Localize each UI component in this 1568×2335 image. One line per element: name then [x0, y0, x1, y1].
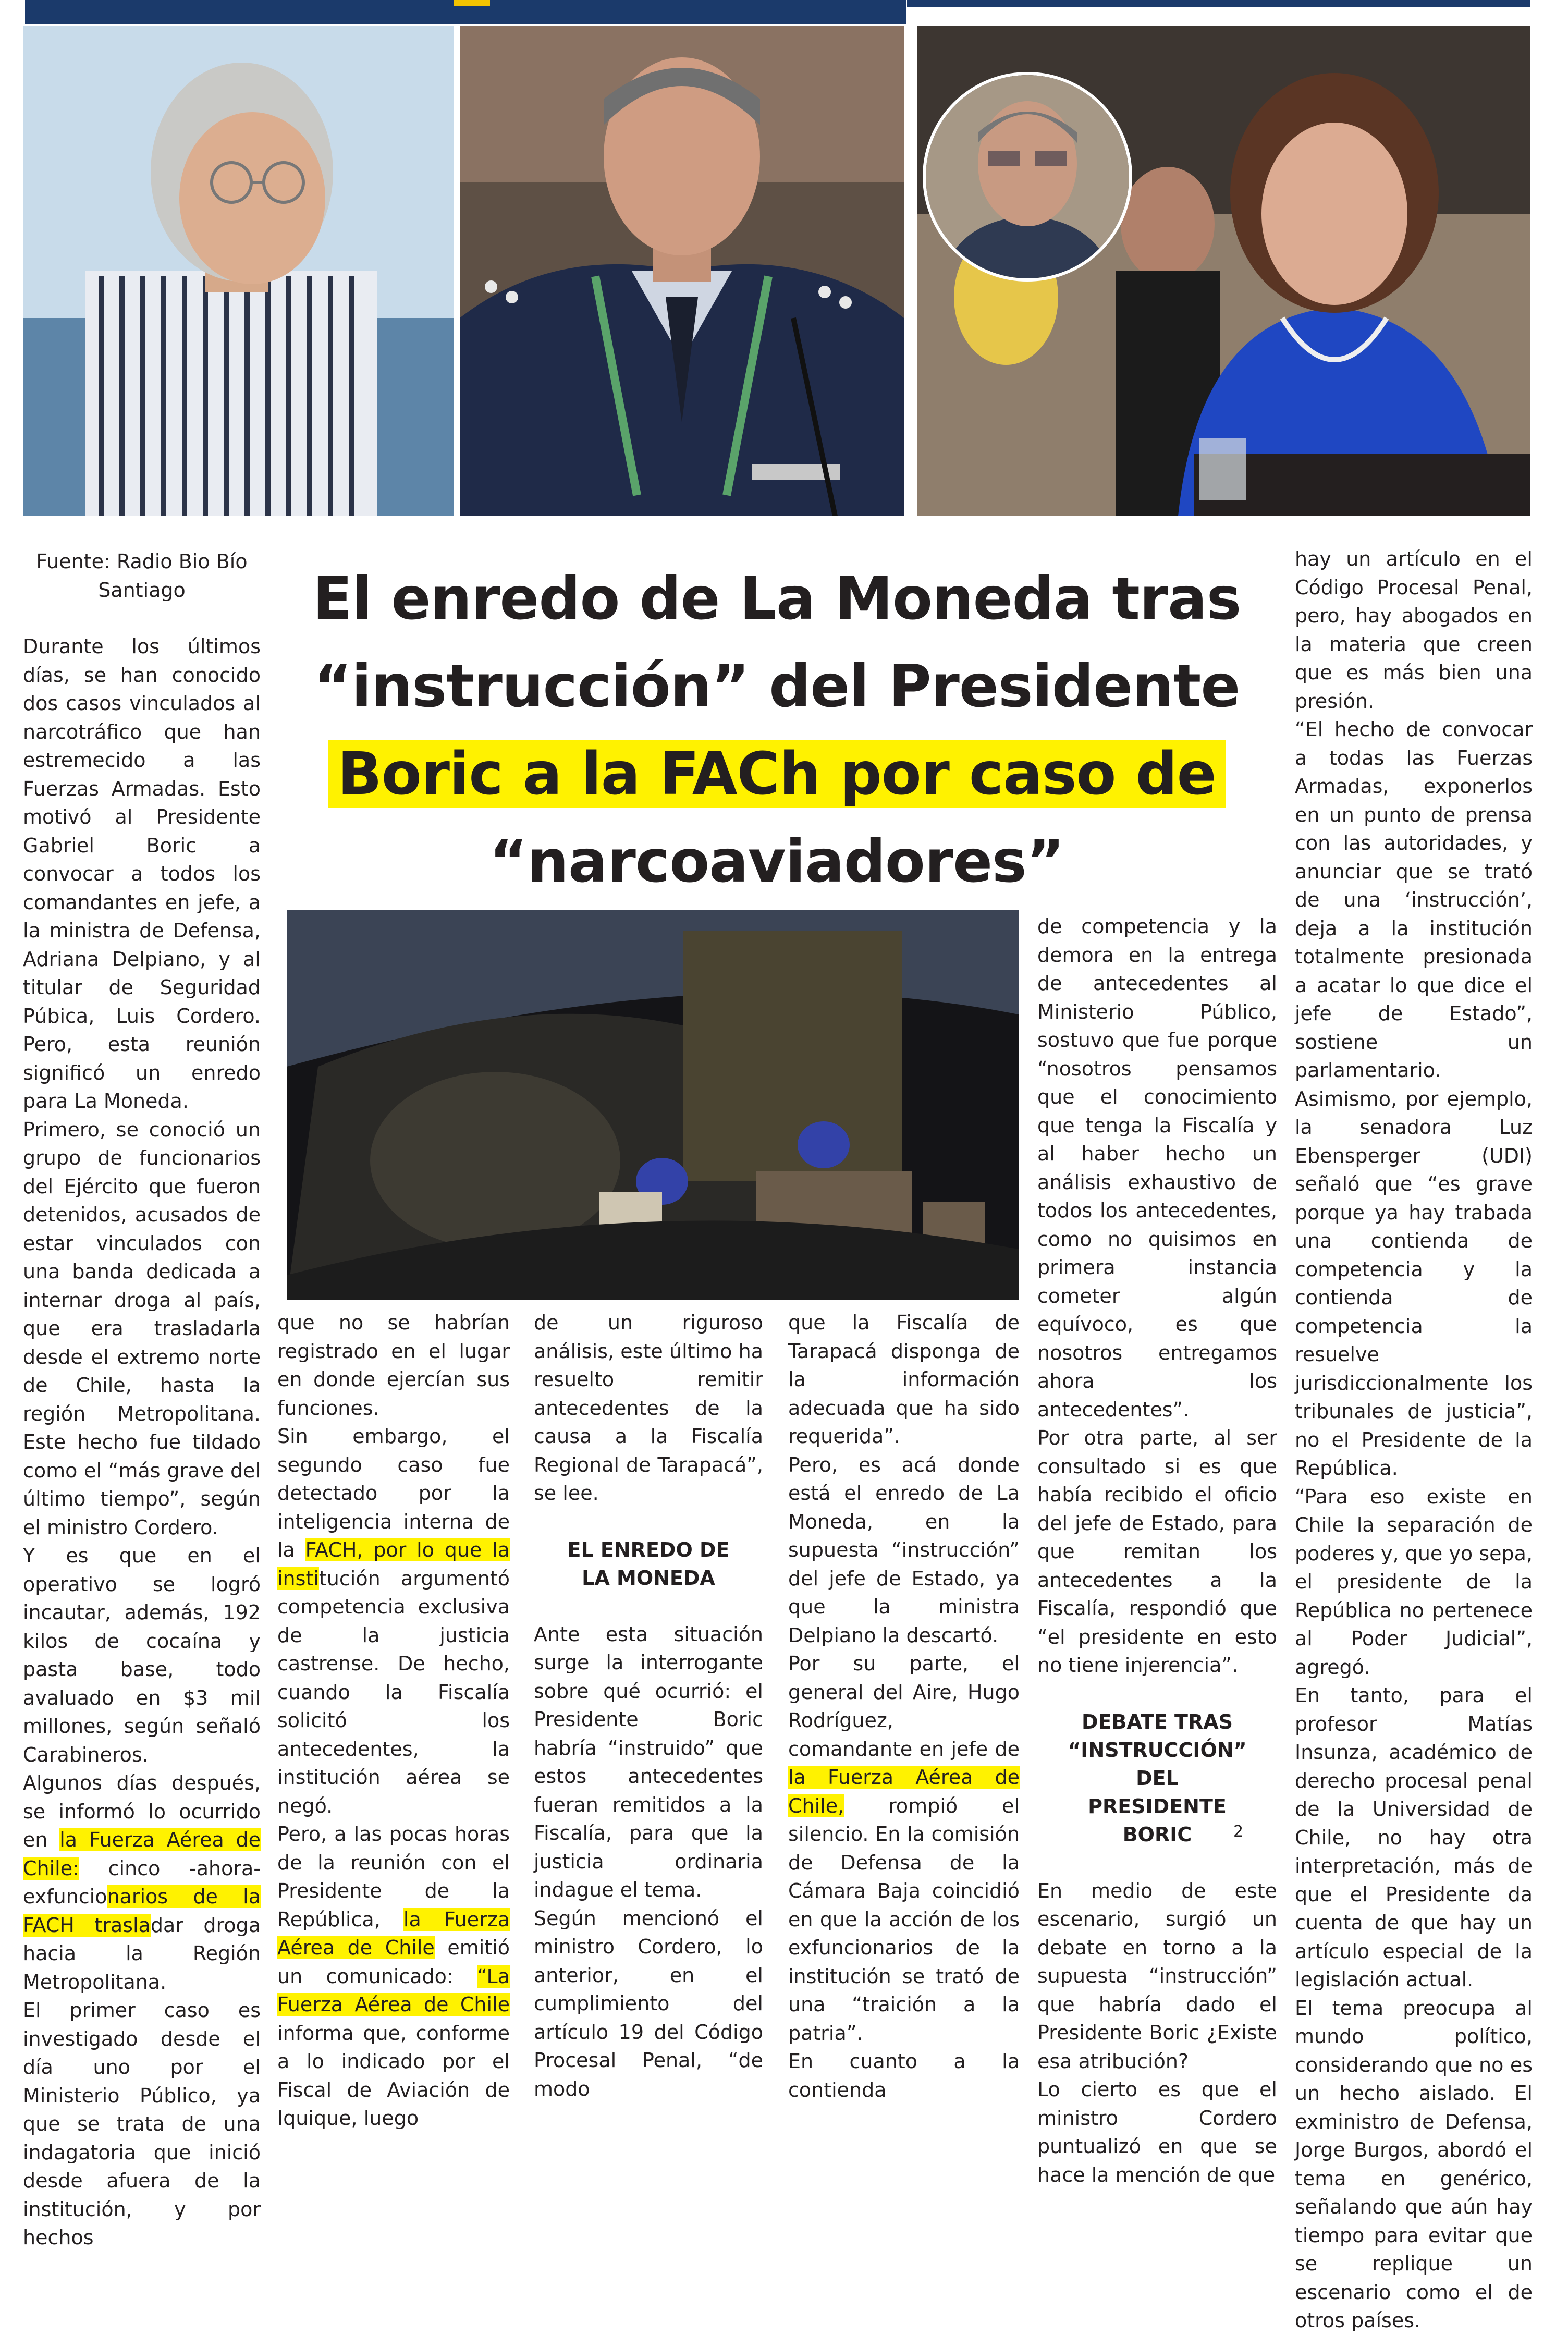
column-1	[23, 547, 261, 2252]
source-credit: Fuente: Radio Bio Bío	[36, 550, 248, 573]
column-3	[534, 1309, 763, 2103]
col4-paragraph	[788, 1649, 1020, 2047]
headline	[292, 555, 1261, 906]
text-run: cinco -ahora- exfuncio	[23, 1856, 261, 1908]
highlighted-text: la Fuerza Aérea de Chile:	[23, 1828, 261, 1880]
photo-woman-seaside	[23, 26, 454, 516]
source-city: Santiago	[98, 578, 186, 602]
column-6	[1295, 545, 1533, 2335]
col3-paragraph: Ante esta situación surge la interrogante sobre qué ocurrió: el Presidente Boric habría “instruido” que estos antecedentes fueran remitidos a la Fiscalía, para que la justicia ordinaria indague el tema.	[534, 1622, 763, 1901]
col4-paragraph: En cuanto a la contienda	[788, 2050, 1020, 2101]
headline-line-1: El enredo de La Moneda tras	[312, 565, 1241, 633]
col2-paragraph: que no se habrían registrado en el lugar en donde ejercían sus funciones.	[277, 1311, 510, 1420]
text-run: Algunos días después, se informó lo ocurrido en	[23, 1771, 261, 1851]
page-number: 2	[1233, 1823, 1244, 1841]
col5-paragraph: Por otra parte, al ser consultado si es que había recibido el oficio del jefe de Estado, para que remitan los antecedentes a la Fiscalía, respondió que “el presidente en esto no tiene injerencia”.	[1037, 1426, 1277, 1677]
col6-paragraph: hay un artículo en el Código Procesal Penal, pero, hay abogados en la materia que creen que es más bien una presión.	[1295, 547, 1533, 713]
headline-line-3-text: Boric a la FACh por caso de	[328, 740, 1225, 808]
headline-line-2: “instrucción” del Presidente	[313, 653, 1240, 720]
col3-paragraph: Según mencionó el ministro Cordero, lo anterior, en el cumplimiento del artículo 19 del Código Procesal Penal, “de modo	[534, 1906, 763, 2100]
col1-paragraph: Y es que en el operativo se logró incautar, además, 192 kilos de cocaína y pasta base, todo avaluado en $3 mil millones, según señaló Carabineros.	[23, 1544, 261, 1766]
photo-air-force-general	[460, 26, 904, 516]
text-run: informa que, conforme a lo indicado por el Fiscal de Aviación de Iquique, luego	[277, 2021, 510, 2130]
col6-paragraph: En tanto, para el profesor Matías Insunza, académico de derecho procesal penal de la Universidad de Chile, no hay otra interpretación, más de que el Presidente da cuenta de que hay un artículo especial de la legislación actual.	[1295, 1684, 1533, 1991]
text-run: Pero, a las pocas horas de la reunión con el Presidente de la República,	[277, 1823, 510, 1931]
col6-paragraph: “El hecho de convocar a todas las Fuerzas Armadas, exponerlos en un punto de prensa con las autoridades, y anunciar que se trató de una ‘instrucción’, deja a la institución totalmente presionada a acatar lo que dice el jefe de Estado”, sostiene un parlamentario.	[1295, 718, 1533, 1082]
col4-paragraph: que la Fiscalía de Tarapacá disponga de la información adecuada que ha sido requerida”.	[788, 1311, 1020, 1448]
col5-paragraph: En medio de este escenario, surgió un debate en torno a la supuesta “instrucción” que habría dado el Presidente Boric ¿Existe esa atribución?	[1037, 1879, 1277, 2073]
col1-paragraph: El primer caso es investigado desde el día uno por el Ministerio Público, ya que se trata de una indagatoria que inició desde afuera de la institución, y por hechos	[23, 1999, 261, 2249]
col1-paragraph	[23, 1769, 261, 1996]
highlighted-text: “La Fuerza Aérea de Chile	[277, 1964, 510, 2016]
col5-paragraph: de competencia y la demora en la entrega de antecedentes al Ministerio Público, sostuvo que fue porque “nosotros pensamos que el conocimiento que tenga la Fiscalía y al haber hecho un análisis exhaustivo de todos los antecedentes, como no quisimos en primera instancia cometer algún equívoco, es que nosotros entregamos ahora los antecedentes”.	[1037, 915, 1277, 1421]
col1-paragraph: Primero, se conoció un grupo de funcionarios del Ejército que fueron detenidos, acusados de estar vinculados con una banda dedicada a internar droga al país, que era trasladarla desde el extremo norte de Chile, hasta la región Metropolitana. Este hecho fue tildado como el “más grave del último tiempo”, según el ministro Cordero.	[23, 1118, 261, 1539]
photo-drug-seizure	[287, 910, 1019, 1300]
photo-man-glasses-inset	[923, 72, 1132, 282]
headline-line-3	[292, 730, 1261, 818]
column-2	[277, 1309, 510, 2133]
highlighted-text: la Fuerza Aérea de Chile,	[788, 1766, 1020, 1817]
highlighted-text: FACH, por lo que la insti	[277, 1538, 510, 1590]
top-bar-accent	[454, 0, 490, 6]
col4-paragraph: Pero, es acá donde está el enredo de La Moneda, en la supuesta “instrucción” del jefe de Estado, ya que la ministra Delpiano la descartó.	[788, 1453, 1020, 1647]
top-bar-right	[907, 0, 1530, 7]
highlighted-text: narios de la FACH trasla	[23, 1885, 261, 1937]
col5-paragraph: Lo cierto es que el ministro Cordero puntualizó en que se hace la mención de que	[1037, 2078, 1277, 2186]
text-run: Por su parte, el general del Aire, Hugo Rodríguez, comandante en jefe de	[788, 1652, 1020, 1761]
col2-paragraph	[277, 1820, 510, 2133]
col1-paragraph: Durante los últimos días, se han conocido dos casos vinculados al narcotráfico que han estremecido a las Fuerzas Armadas. Esto motivó al Presidente Gabriel Boric a convocar a todos los comandantes en jefe, a la ministra de Defensa, Adriana Delpiano, y al titular de Seguridad Púbica, Luis Cordero. Pero, esta reunión significó un enredo para La Moneda.	[23, 635, 261, 1113]
section-subhead-debate: DEBATE TRAS “INSTRUCCIÓN” DEL PRESIDENTE BORIC	[1068, 1710, 1247, 1846]
text-run: dar droga hacia la Región Metropolitana.	[23, 1913, 261, 1994]
col3-paragraph: de un riguroso análisis, este último ha resuelto remitir antecedentes de la causa a la Fiscalía Regional de Tarapacá”, se lee.	[534, 1311, 763, 1505]
headline-line-4: “narcoaviadores”	[489, 828, 1064, 896]
text-run: rompió el silencio. En la comisión de Defensa de la Cámara Baja coincidió en que la acción de los exfuncionarios de la institución se trató de una “traición a la patria”.	[788, 1794, 1020, 2045]
text-run: tución argumentó competencia exclusiva de la justicia castrense. De hecho, cuando la Fiscalía solicitó los antecedentes, la institución aérea se negó.	[277, 1567, 510, 1817]
col2-paragraph	[277, 1422, 510, 1820]
col6-paragraph: El tema preocupa al mundo político, considerando que no es un hecho aislado. El exministro de Defensa, Jorge Burgos, abordó el tema en genérico, señalando que aún hay tiempo para evitar que se replique un escenario como el de otros países.	[1295, 1996, 1533, 2332]
column-4	[788, 1309, 1020, 2104]
text-run: emitió un comunicado:	[277, 1936, 510, 1988]
text-run: Sin embargo, el segundo caso fue detectado por la inteligencia interna de la	[277, 1425, 510, 1561]
section-subhead-enredo: EL ENREDO DE LA MONEDA	[567, 1538, 730, 1590]
col6-paragraph: Asimismo, por ejemplo, la senadora Luz Ebensperger (UDI) señaló que “es grave porque ya hay trabada una contienda de competencia y la contienda de competencia la resuelve jurisdiccionalmente los tribunales de justicia”, no el Presidente de la República.	[1295, 1087, 1533, 1480]
col6-paragraph: “Para eso existe en Chile la separación de poderes y, que yo sepa, el presidente de la República no pertenece al Poder Judicial”, agregó.	[1295, 1485, 1533, 1679]
column-5	[1037, 912, 1277, 2189]
highlighted-text: la Fuerza Aérea de Chile	[277, 1908, 510, 1959]
